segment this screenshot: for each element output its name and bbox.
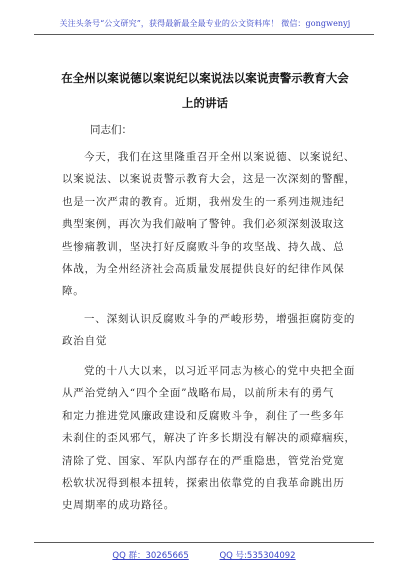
footer — [0, 549, 408, 561]
document-title-line-2: 上的讲话 — [182, 96, 228, 110]
paragraph-line: 从严治党纳入“四个全面”战略布局，以前所未有的勇气 — [62, 387, 335, 400]
salutation: 同志们： — [90, 124, 132, 136]
paragraph-line: 未刹住的歪风邪气，解决了许多长期没有解决的顽瘴痼疾， — [62, 432, 356, 445]
paragraph-line: 以案说法、以案说责警示教育大会，这是一次深刻的警醒， — [62, 173, 356, 186]
footer-qq-group: QQ 群：30265665 — [112, 551, 189, 561]
document-title-line-1: 在全州以案说德以案说纪以案说法以案说责警示教育大会 — [61, 71, 349, 85]
paragraph-line: 障。 — [62, 285, 85, 298]
paragraph-line: 史周期率的成功路径。 — [62, 499, 175, 512]
section-heading-line: 政治自觉 — [62, 335, 108, 348]
section-heading-1 — [62, 308, 354, 353]
paragraph-line: 今天，我们在这里隆重召开全州以案说德、以案说纪、 — [84, 151, 356, 163]
paragraph-line: 和定力推进党风廉政建设和反腐败斗争，刹住了一些多年 — [62, 409, 345, 422]
paragraph-2 — [62, 360, 354, 517]
header-note: 关注头条号“公文研究”，获得最新最全最专业的公文资料库！ 微信：gongwenyj — [59, 19, 351, 28]
paragraph-line: 清除了党、国家、军队内部存在的严重隐患，管党治党宽 — [62, 454, 345, 467]
paragraph-line: 些惨痛教训，坚决打好反腐败斗争的攻坚战、持久战、总 — [62, 240, 345, 253]
paragraph-line: 松软状况得到根本扭转，探索出依靠党的自我革命跳出历 — [62, 477, 345, 490]
section-heading-line: 一、深刻认识反腐败斗争的严峻形势，增强拒腐防变的 — [84, 313, 356, 325]
header-divider — [34, 34, 374, 35]
paragraph-1 — [62, 146, 354, 303]
footer-qq-number: QQ 号:535304092 — [219, 551, 296, 561]
paragraph-line: 典型案例，再次为我们敲响了警钟。我们必须深刻汲取这 — [62, 218, 345, 231]
paragraph-line: 体战，为全州经济社会高质量发展提供良好的纪律作风保 — [62, 263, 345, 276]
paragraph-line: 也是一次严肃的教育。近期，我州发生的一系列违规违纪 — [62, 195, 345, 208]
paragraph-line: 党的十八大以来，以习近平同志为核心的党中央把全面 — [84, 365, 356, 377]
footer-divider — [34, 542, 374, 543]
document-title — [60, 66, 350, 116]
